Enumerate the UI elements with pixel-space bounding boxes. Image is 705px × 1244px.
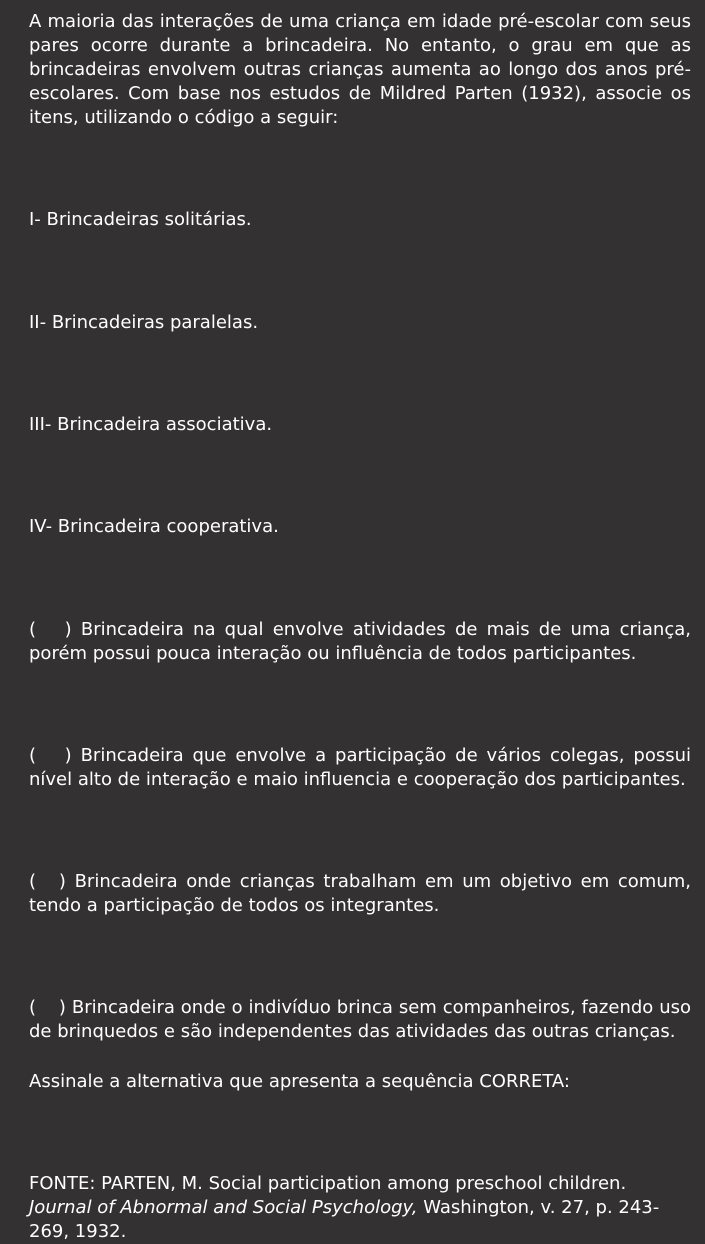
source-citation — [29, 1172, 691, 1244]
statement-4 — [29, 996, 691, 1044]
statement-text: Brincadeira onde crianças trabalham em um objetivo em comum, tendo a participação de todos os integrantes. — [29, 871, 691, 916]
item-parallel-play: II- Brincadeiras paralelas. — [29, 312, 259, 333]
item-solitary-play: I- Brincadeiras solitárias. — [29, 209, 252, 230]
statement-3 — [29, 870, 691, 918]
item-cooperative-play: IV- Brincadeira cooperativa. — [29, 516, 279, 537]
statement-text: Brincadeira onde o indivíduo brinca sem companheiros, fazendo uso de brinquedos e são independentes das atividades das outras crianças. — [29, 997, 691, 1042]
source-journal: Journal of Abnormal and Social Psychology, — [29, 1197, 418, 1218]
answer-blank: ( ) — [29, 619, 72, 640]
statement-text: Brincadeira que envolve a participação de vários colegas, possui nível alto de interação e maio influencia e cooperação dos participantes. — [29, 745, 691, 790]
item-associative-play: III- Brincadeira associativa. — [29, 414, 273, 435]
instruction-text: Assinale a alternativa que apresenta a sequência CORRETA: — [29, 1071, 570, 1092]
source-details: Washington, v. 27, p. 243-269, 1932. — [29, 1197, 660, 1242]
answer-blank: ( ) — [29, 871, 66, 892]
answer-blank: ( ) — [29, 745, 72, 766]
source-prefix: FONTE: PARTEN, M. Social participation among preschool children. — [29, 1173, 627, 1194]
intro-paragraph: A maioria das interações de uma criança em idade pré-escolar com seus pares ocorre durante a brincadeira. No entanto, o grau em que as brincadeiras envolvem outras crianças aumenta ao longo dos anos pré-escolares. Com base nos estudos de Mildred Parten (1932), associe os itens, utilizando o código a seguir: — [29, 11, 691, 128]
statement-1 — [29, 618, 691, 666]
answer-blank: ( ) — [29, 997, 66, 1018]
statement-text: Brincadeira na qual envolve atividades de mais de uma criança, porém possui pouca interação ou influência de todos participantes. — [29, 619, 691, 664]
statement-2 — [29, 744, 691, 792]
